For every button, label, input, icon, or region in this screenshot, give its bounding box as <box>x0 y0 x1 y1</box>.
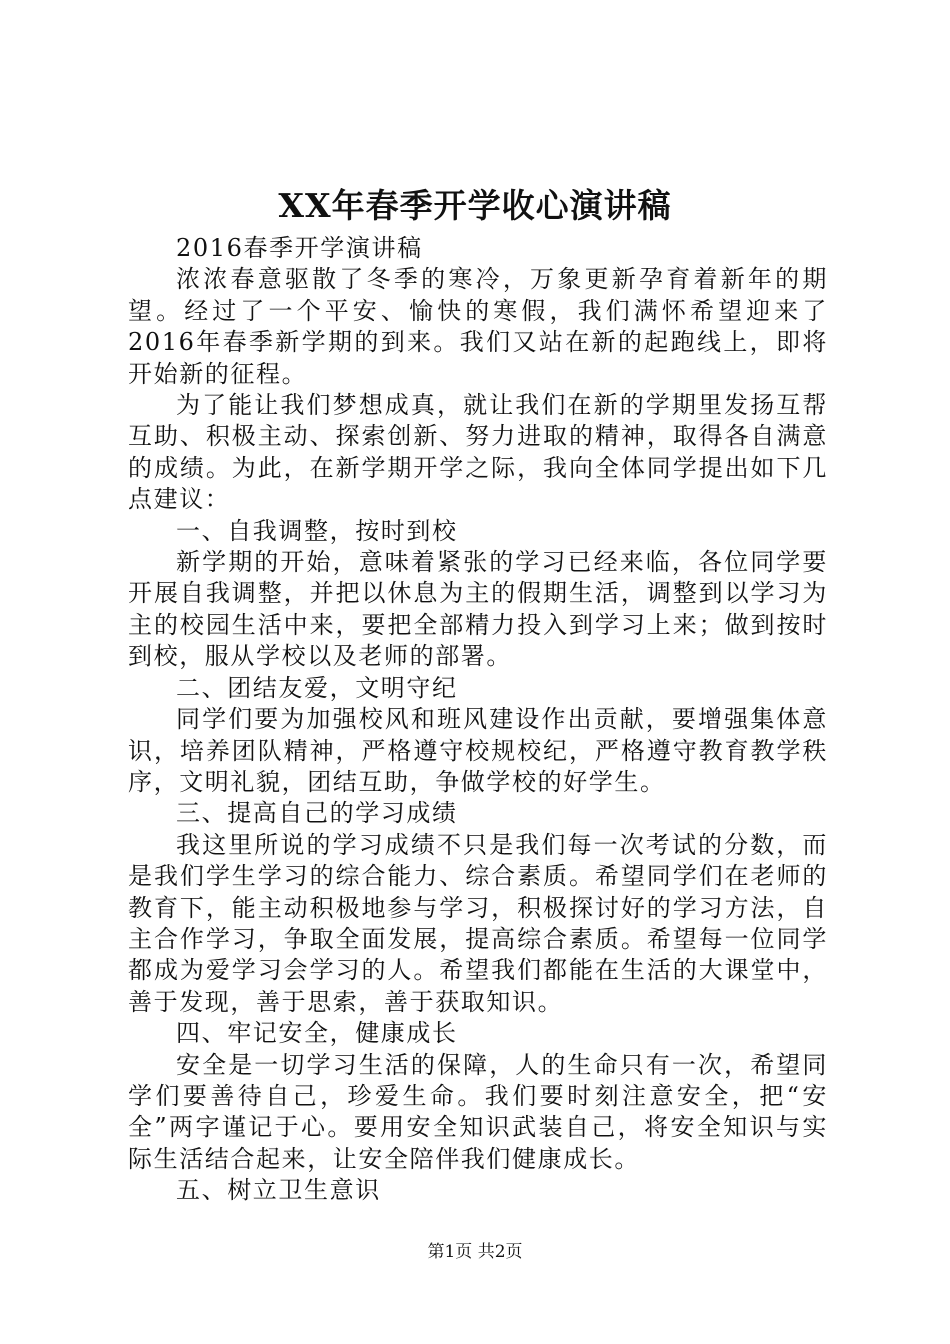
paragraph-subtitle: 2016春季开学演讲稿 <box>176 234 423 262</box>
paragraph: 新学期的开始，意味着紧张的学习已经来临，各位同学要开展自我调整，并把以休息为主的假期生活，调整到以学习为主的校园生活中来，要把全部精力投入到学习上来；做到按时到校，服从学校以及老师的部署。 <box>128 548 828 671</box>
paragraph: 浓浓春意驱散了冬季的寒冷，万象更新孕育着新年的期望。经过了一个平安、愉快的寒假，我们满怀希望迎来了2016年春季新学期的到来。我们又站在新的起跑线上，即将开始新的征程。 <box>128 265 828 388</box>
document-body <box>128 233 828 1207</box>
document-title: XX年春季开学收心演讲稿 <box>278 186 672 225</box>
section-heading: 三、提高自己的学习成绩 <box>176 799 458 828</box>
section-heading: 四、牢记安全，健康成长 <box>176 1019 458 1048</box>
paragraph: 为了能让我们梦想成真，就让我们在新的学期里发扬互帮互助、积极主动、探索创新、努力进取的精神，取得各自满意的成绩。为此，在新学期开学之际，我向全体同学提出如下几点建议： <box>128 391 828 514</box>
section-heading: 二、团结友爱，文明守纪 <box>176 673 458 702</box>
paragraph: 安全是一切学习生活的保障，人的生命只有一次，希望同学们要善待自己，珍爱生命。我们要时刻注意安全，把“安全”两字谨记于心。要用安全知识武装自己，将安全知识与实际生活结合起来，让安全陪伴我们健康成长。 <box>128 1050 828 1173</box>
section-heading: 一、自我调整，按时到校 <box>176 516 458 545</box>
page-number-footer: 第1页 共2页 <box>427 1242 523 1262</box>
section-heading: 五、树立卫生意识 <box>176 1176 381 1205</box>
paragraph: 我这里所说的学习成绩不只是我们每一次考试的分数，而是我们学生学习的综合能力、综合素质。希望同学们在老师的教育下，能主动积极地参与学习，积极探讨好的学习方法，自主合作学习，争取全面发展，提高综合素质。希望每一位同学都成为爱学习会学习的人。希望我们都能在生活的大课堂中，善于发现，善于思索，善于获取知识。 <box>128 830 828 1016</box>
paragraph: 同学们要为加强校风和班风建设作出贡献，要增强集体意识，培养团队精神，严格遵守校规校纪，严格遵守教育教学秩序，文明礼貌，团结互助，争做学校的好学生。 <box>128 705 828 796</box>
